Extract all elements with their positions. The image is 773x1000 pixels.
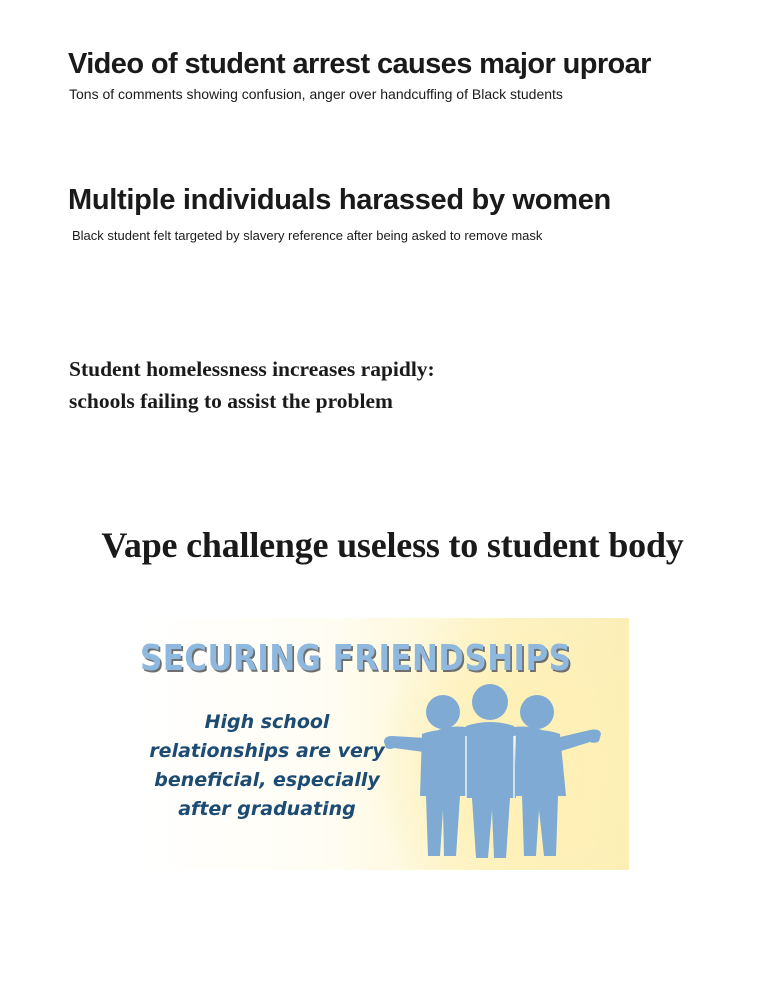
subheadline-student-arrest: Tons of comments showing confusion, anger over handcuffing of Black students (69, 86, 563, 102)
headline-homelessness-line1: Student homelessness increases rapidly: (69, 357, 435, 381)
banner-subtitle: High school relationships are very beneficial, especially after graduating (149, 711, 385, 820)
securing-friendships-banner (132, 618, 629, 870)
headline-student-arrest: Video of student arrest causes major uproar (68, 48, 651, 80)
headline-vape-challenge-text: Vape challenge useless to student body (101, 525, 684, 565)
headline-homelessness (69, 353, 529, 417)
three-friends-hugging-icon (382, 678, 612, 868)
banner-title: SECURING FRIENDSHIPS (140, 638, 572, 679)
headline-harassment: Multiple individuals harassed by women (68, 184, 611, 216)
headline-homelessness-line2: schools failing to assist the problem (69, 389, 393, 413)
subheadline-harassment: Black student felt targeted by slavery reference after being asked to remove mask (72, 228, 543, 243)
headline-vape-challenge (0, 521, 773, 569)
